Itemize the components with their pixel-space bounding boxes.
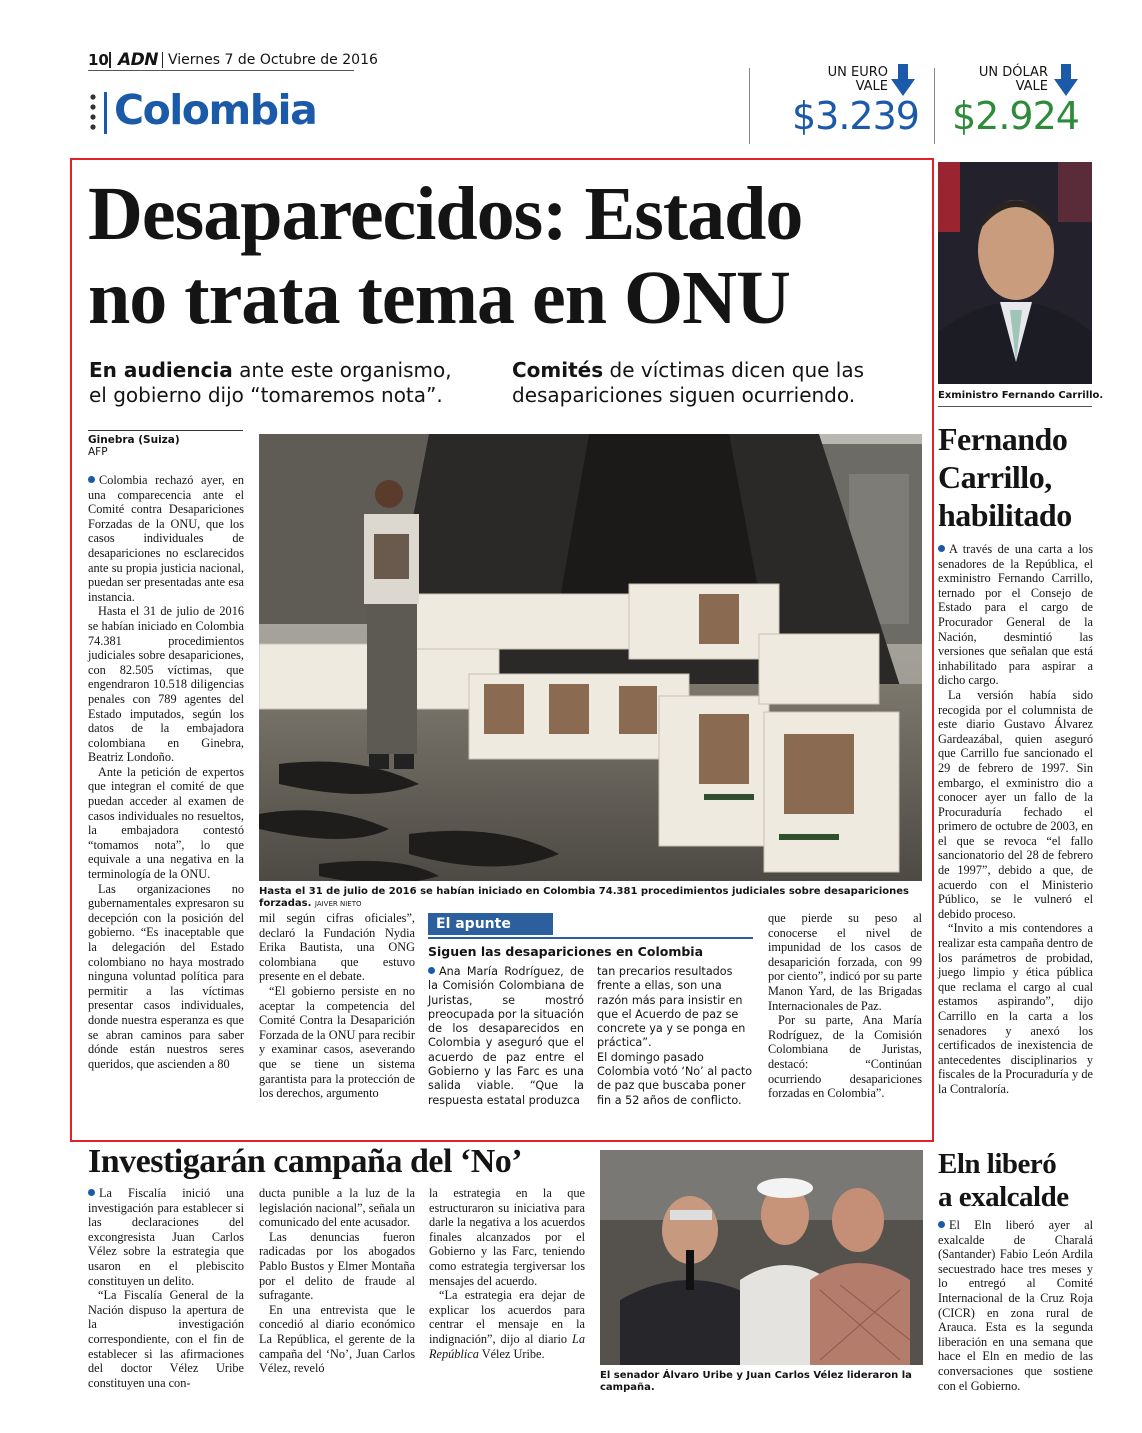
dateline: Ginebra (Suiza) xyxy=(88,434,180,446)
bullet-icon xyxy=(938,545,945,552)
deck-left-bold: En audiencia xyxy=(89,358,233,382)
carrillo-p1: A través de una carta a los senadores de la República, el exministro Fernando Carrillo, ternado por el Consejo de Estado para el cargo de Procurador General de la Nación, desmintió las versiones que señalan que está inhabilitado para aspirar a dicho cargo. xyxy=(938,542,1093,688)
deck-left xyxy=(89,358,499,408)
deck-left-text-2: el gobierno dijo “tomaremos nota”. xyxy=(89,383,443,407)
deck-left-text-1: ante este organismo, xyxy=(239,358,452,382)
carrillo-headline-1: Fernando xyxy=(938,421,1068,457)
deck-right xyxy=(512,358,922,408)
campaign-col2-p2: Las denuncias fueron radicadas por los abogados Pablo Bustos y Elmer Montaña por el delito de fraude al sufragante. xyxy=(259,1229,415,1303)
bullet-icon xyxy=(88,1189,95,1196)
euro-label-line-1: UN EURO xyxy=(827,65,888,80)
apunte-col-b-p2: El domingo pasado Colombia votó ‘No’ al pacto de paz que buscaba poner fin a 52 años de conflicto. xyxy=(597,1050,753,1107)
main-photo xyxy=(259,434,922,881)
section-dots-icon xyxy=(89,94,97,132)
apunte-column-b xyxy=(597,965,753,1108)
eln-body xyxy=(938,1218,1093,1393)
main-col2-p2: “El gobierno persiste en no aceptar la competencia del Comité Contra la Desaparición Forzada de la ONU para recibir y examinar casos, aseverando que se tiene un sistema garantista para la protección de los derechos, argumento xyxy=(259,983,415,1101)
carrillo-body xyxy=(938,542,1093,1097)
dollar-label xyxy=(964,66,1048,94)
page-number: 10 xyxy=(88,51,109,69)
dollar-label-line-1: UN DÓLAR xyxy=(978,65,1048,80)
exchange-divider-1 xyxy=(749,68,750,144)
main-headline xyxy=(88,172,918,340)
carrillo-headline-2: Carrillo, xyxy=(938,459,1052,495)
deck-right-text-1: de víctimas dicen que las xyxy=(609,358,865,382)
brand-logo: ADN xyxy=(118,50,158,70)
deck-right-text-2: desapariciones siguen ocurriendo. xyxy=(512,383,856,407)
carrillo-headline xyxy=(938,420,1072,534)
carrillo-p3: “Invito a mis contendores a realizar esta campaña dentro de los parámetros de probidad, juego limpio y ética pública que reclama el cargo al cual estamos aspirando”, dijo Carrillo en la carta a los senadores y anexó los certificados de inexistencia de antecedentes disciplinarios y fiscales de la Procuraduría y de la Contraloría. xyxy=(938,921,1093,1096)
apunte-tag-rule xyxy=(428,937,753,939)
byline-rule xyxy=(88,430,243,431)
carrillo-photo-caption: Exministro Fernando Carrillo. xyxy=(938,390,1104,401)
apunte-tag: El apunte xyxy=(428,913,553,935)
main-headline-line-1: Desaparecidos: Estado xyxy=(88,172,803,256)
apunte-col-b-p1: tan precarios resultados frente a ellas, son una razón más para insistir en que el Acuerdo de paz se concrete ya y se ponga en práctica”. xyxy=(597,965,746,1050)
campaign-col3-p2: “La estrategia era dejar de explicar los acuerdos para centrar el mensaje en la indignación”, dijo al diario La República Vélez Uribe. xyxy=(429,1288,586,1361)
main-col4-p1: que pierde su peso al conocerse el nivel de impunidad de los casos de desaparición forzada, con 99 por ciento”, indicó por su parte Manon Yard, de las Brigadas Internacionales de Paz. xyxy=(768,911,922,1013)
euro-value: $3.239 xyxy=(792,94,919,138)
main-col4-p2: Por su parte, Ana María Rodríguez, de la Comisión Colombiana de Juristas, destacó: “Continúan ocurriendo desapariciones forzadas en Colombia”. xyxy=(768,1013,922,1101)
masthead-rule xyxy=(88,70,354,71)
masthead-separator-2 xyxy=(162,52,163,68)
dollar-value: $2.924 xyxy=(952,94,1079,138)
main-column-1 xyxy=(88,473,244,1071)
main-photo-caption xyxy=(259,886,922,910)
bullet-icon xyxy=(428,967,435,974)
issue-date: Viernes 7 de Octubre de 2016 xyxy=(168,52,378,68)
campaign-column-2 xyxy=(259,1186,415,1376)
exchange-divider-2 xyxy=(934,68,935,144)
main-headline-line-2: no trata tema en ONU xyxy=(88,256,790,340)
main-col1-p1: Colombia rechazó ayer, en una comparecencia ante el Comité contra Desapariciones Forzadas de la ONU, que los casos individuales de desapariciones no esclarecidos ante su propia justicia nacional, puedan ser presentadas ante esa instancia. xyxy=(88,473,244,604)
campaign-column-3 xyxy=(429,1186,585,1361)
carrillo-caption-rule xyxy=(938,406,1092,407)
eln-headline-2: a exalcalde xyxy=(938,1181,1069,1213)
carrillo-photo xyxy=(938,162,1092,384)
carrillo-headline-3: habilitado xyxy=(938,497,1072,533)
apunte-sidebar xyxy=(428,913,753,1107)
main-photo-caption-text: Hasta el 31 de julio de 2016 se habían iniciado en Colombia 74.381 procedimientos judiciales sobre desapariciones forzadas. xyxy=(259,886,910,909)
main-col1-p2: Hasta el 31 de julio de 2016 se habían iniciado en Colombia 74.381 procedimientos judiciales sobre desapariciones, con 82.505 víctimas, que engendraron 10.518 diligencias penales con 789 agentes del Estado imputados, según los datos de la embajadora colombiana en Ginebra, Beatriz Londoño. xyxy=(88,604,244,765)
main-column-4 xyxy=(768,911,922,1101)
eln-headline xyxy=(938,1148,1069,1214)
photo-credit: JAIVER NIETO xyxy=(314,900,362,908)
masthead-separator xyxy=(109,52,111,68)
campaign-column-1 xyxy=(88,1186,244,1390)
byline xyxy=(88,434,180,458)
campaign-photo-caption: El senador Álvaro Uribe y Juan Carlos Vélez lideraron la campaña. xyxy=(600,1370,912,1393)
agency: AFP xyxy=(88,446,108,458)
eln-headline-1: Eln liberó xyxy=(938,1148,1057,1180)
apunte-col-a-text: Ana María Rodríguez, de la Comisión Colombiana de Juristas, se mostró preocupada por la situación de los desaparecidos en Colombia y aseguró que el acuerdo de paz entre el Gobierno y las Farc es una salida viable. “Que la respuesta estatal produzca xyxy=(428,965,584,1107)
campaign-col2-p1: ducta punible a la luz de la legislación nacional”, señala un comunicado del ente acusador. xyxy=(259,1186,415,1230)
masthead xyxy=(88,50,648,72)
eln-p1: El Eln liberó ayer al exalcalde de Charalá (Santander) Fabio León Ardila secuestrado hace tres meses y lo entregó al Comité Internacional de la Cruz Roja (CICR) en zona rural de Arauca. Esta es la segunda liberación en una semana que hace el Eln en medio de las conversaciones que sostiene con el Gobierno. xyxy=(938,1218,1093,1393)
euro-label-line-2: VALE xyxy=(855,79,888,94)
dollar-label-line-2: VALE xyxy=(1015,79,1048,94)
section-bar xyxy=(104,92,107,134)
campaign-photo xyxy=(600,1150,923,1365)
apunte-title: Siguen las desapariciones en Colombia xyxy=(428,944,704,959)
campaign-headline: Investigarán campaña del ‘No’ xyxy=(88,1143,523,1180)
euro-label xyxy=(800,66,888,94)
deck-right-bold: Comités xyxy=(512,358,604,382)
apunte-column-a xyxy=(428,965,584,1108)
carrillo-p2: La versión había sido recogida por el columnista de este diario Gustavo Álvarez Gardeazábal, quien aseguró que Carrillo fue sancionado el 29 de febrero de 1997. Sin embargo, el exministro dio a conocer ayer un fallo de la Procuraduría fechado el primero de octubre de 2003, en el que se revoca “el fallo sancionatorio del 28 de febrero de 1997”, debido a que, de acuerdo con el Ministerio Público, se le vulneró el debido proceso. xyxy=(938,687,1093,921)
main-col2-p1: mil según cifras oficiales”, declaró la Fundación Nydia Erika Bautista, una ONG colombiana que estuvo presente en el debate. xyxy=(259,911,415,984)
bullet-icon xyxy=(88,476,95,483)
campaign-col3-p1: la estrategia en la que estructuraron su iniciativa para darle la negativa a los acuerdos finales alcanzados por el Gobierno y las Farc, teniendo como estrategia tergiversar los mensajes del acuerdo. xyxy=(429,1186,585,1288)
campaign-col2-p3: En una entrevista que le concedió al diario económico La República, el gerente de la campaña del ‘No’, Juan Carlos Vélez, reveló xyxy=(259,1302,415,1376)
main-col1-p3: Ante la petición de expertos que integran el comité de que puedan acceder al examen de casos individuales no resueltos, la embajadora contestó “tomamos nota”, lo que equivale a una negativa en la terminología de la ONU. xyxy=(88,764,244,882)
section-title: Colombia xyxy=(114,86,317,134)
campaign-col1-p1: La Fiscalía inició una investigación para establecer si las declaraciones del excongresista Juan Carlos Vélez sobre la estrategia que usaron en el plebiscito constituyen un delito. xyxy=(88,1186,244,1288)
bullet-icon xyxy=(938,1221,945,1228)
main-col1-p4: Las organizaciones no gubernamentales expresaron su decepción con la posición del gobierno. “Es inaceptable que la delegación del Estado colombiano no haya mostrado ninguna voluntad política para permitir a las víctimas presentar casos individuales, donde nuestra esperanza es que se abran caminos para saber dónde están nuestros seres queridos, que ascienden a 80 xyxy=(88,881,244,1071)
campaign-col1-p2: “La Fiscalía General de la Nación dispuso la apertura de la investigación correspondiente, con el fin de establecer si las afirmaciones del doctor Vélez Uribe constituyen una con- xyxy=(88,1288,244,1390)
main-column-2 xyxy=(259,911,415,1101)
